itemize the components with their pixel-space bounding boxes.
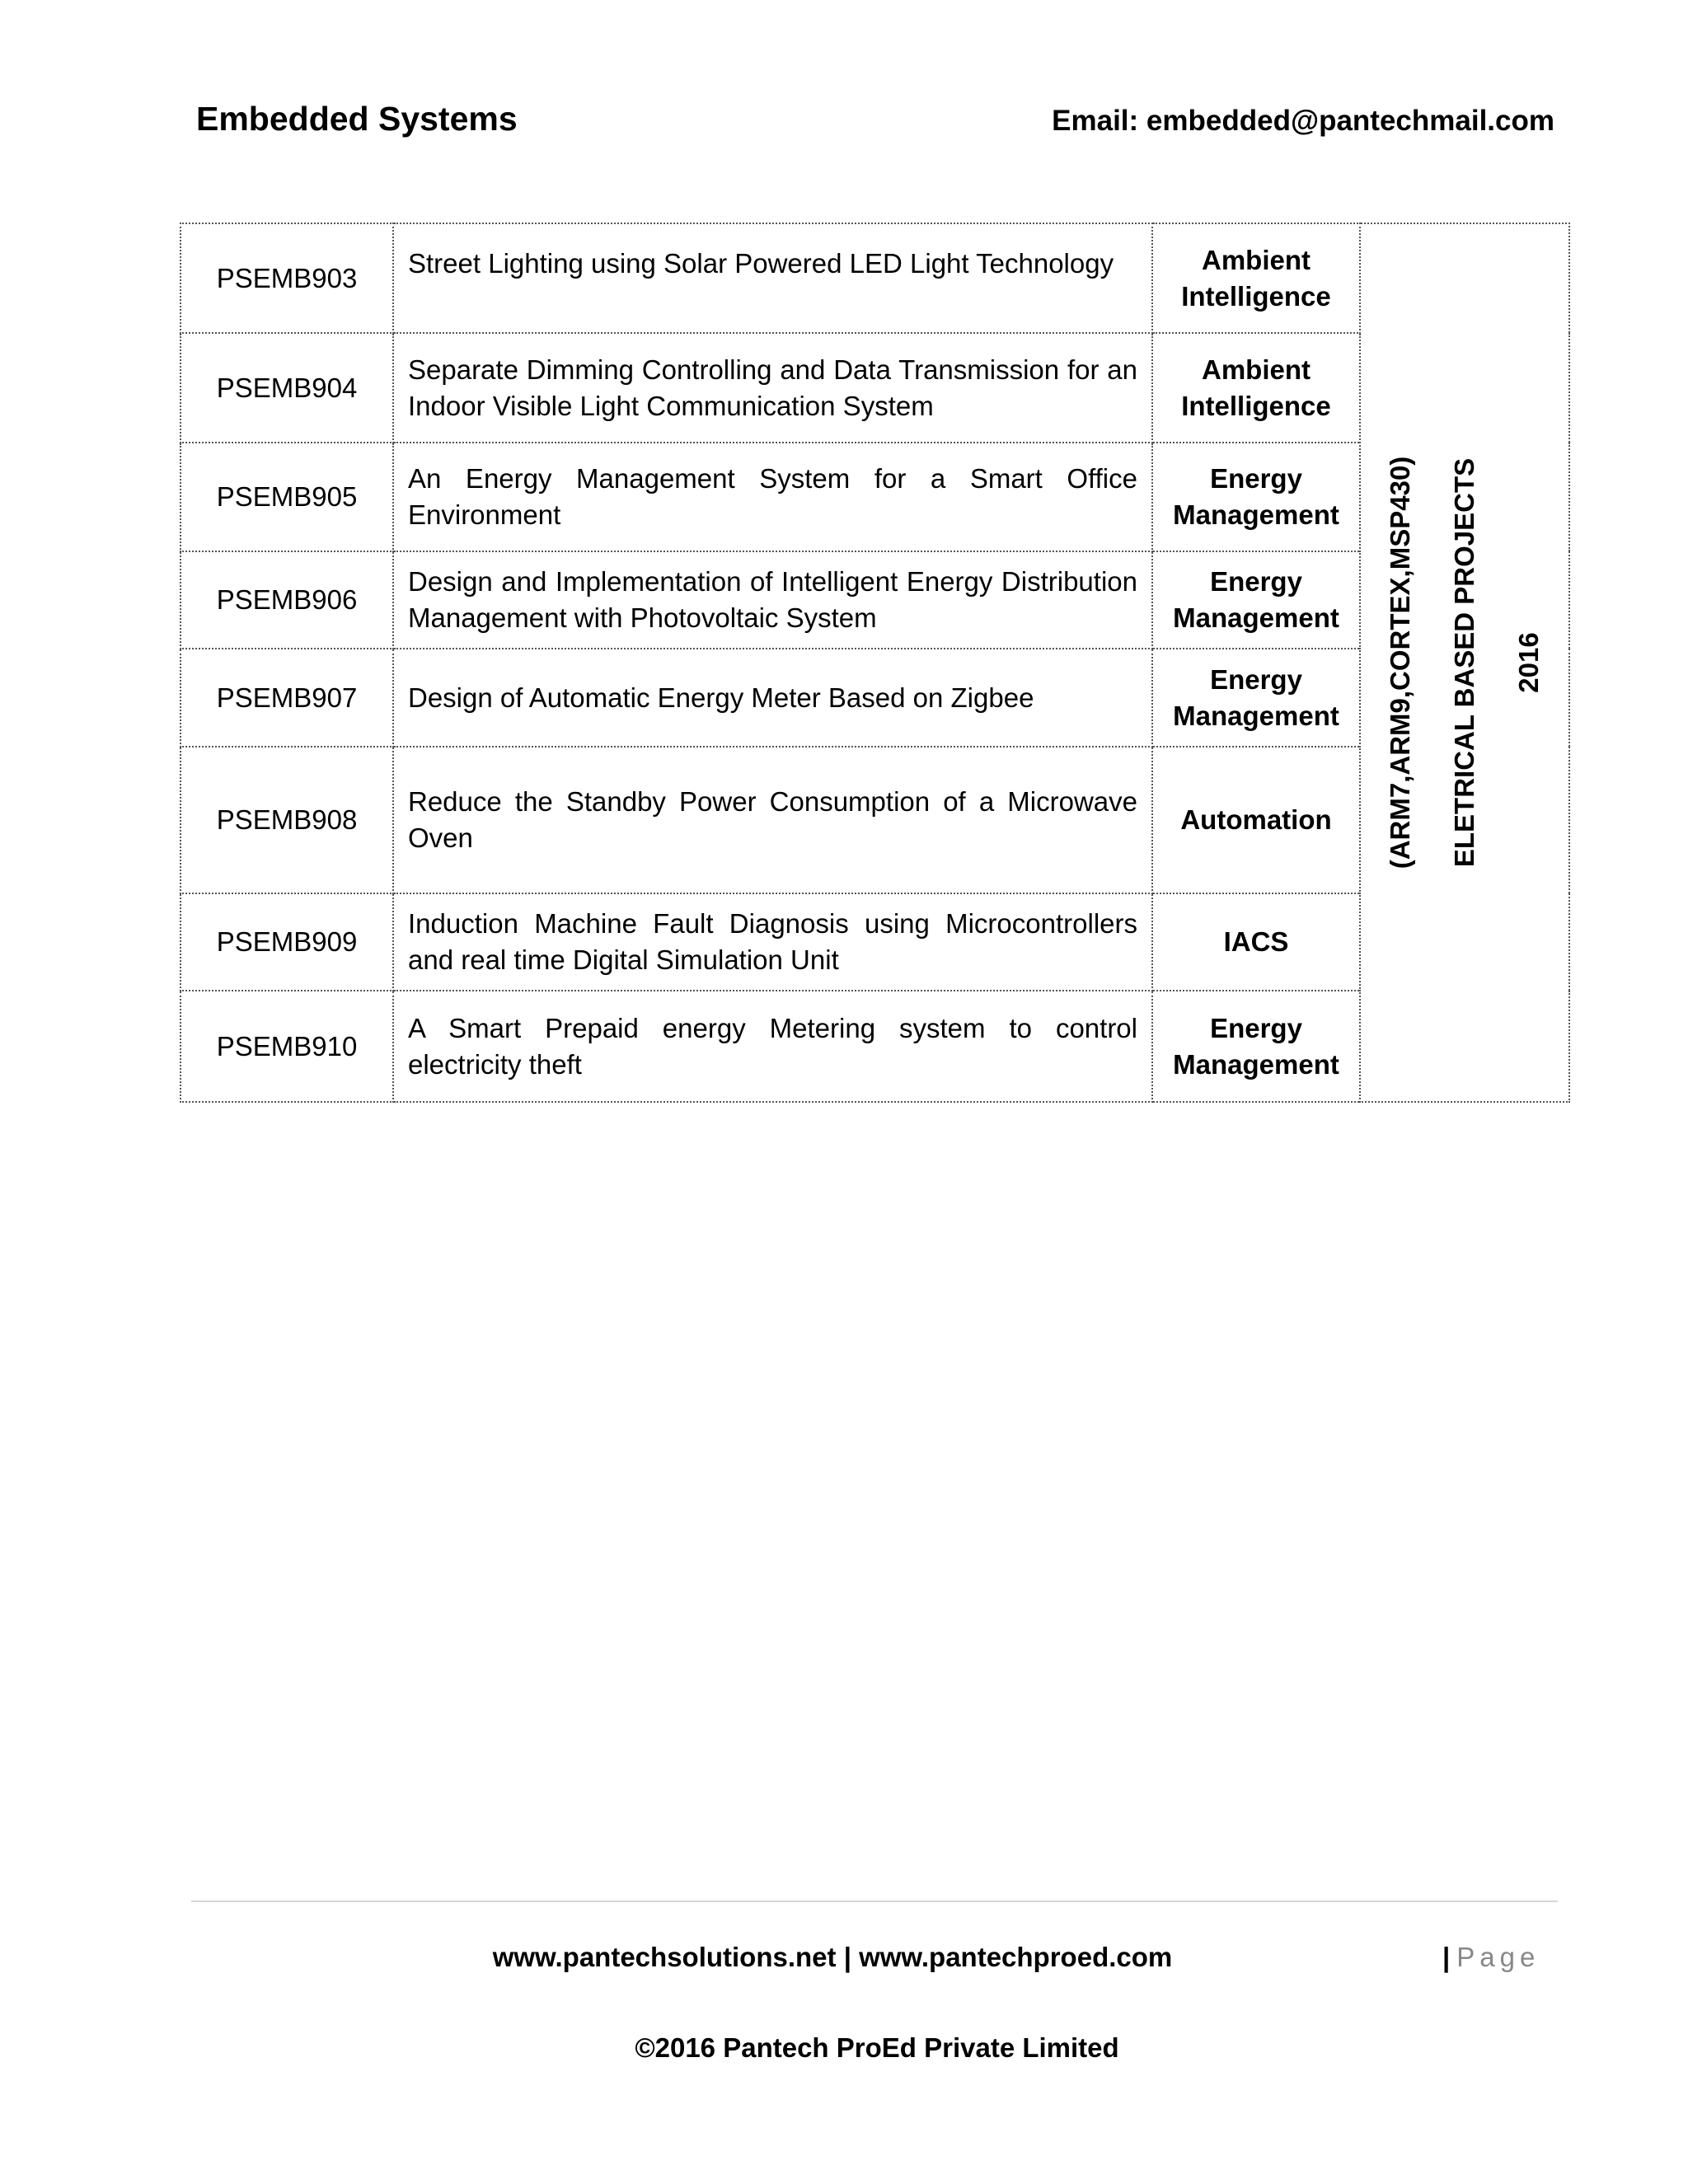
project-title: Reduce the Standby Power Consumption of a Microwave Oven xyxy=(393,747,1152,893)
sidebar-line-2: (ARM7,ARM9,CORTEX,MSP430) xyxy=(1385,456,1415,869)
project-title: Separate Dimming Controlling and Data Transmission for an Indoor Visible Light Communication System xyxy=(393,333,1152,443)
project-category: Ambient Intelligence xyxy=(1152,333,1360,443)
page-label xyxy=(1442,1942,1540,1973)
project-title: An Energy Management System for a Smart Office Environment xyxy=(393,443,1152,551)
sidebar-line-1: ELETRICAL BASED PROJECTS xyxy=(1449,457,1479,868)
contact-email: Email: embedded@pantechmail.com xyxy=(1052,105,1554,137)
project-category: Energy Management xyxy=(1152,649,1360,747)
project-code: PSEMB910 xyxy=(181,991,393,1102)
project-code: PSEMB907 xyxy=(181,649,393,747)
project-title: Design of Automatic Energy Meter Based on Zigbee xyxy=(393,649,1152,747)
projects-table xyxy=(180,223,1570,1103)
footer-website-links: www.pantechsolutions.net | www.pantechproed.com xyxy=(492,1942,1173,1972)
project-code: PSEMB903 xyxy=(181,223,393,333)
footer-divider xyxy=(191,1900,1558,1902)
project-category: Energy Management xyxy=(1152,991,1360,1102)
table-row xyxy=(181,223,1569,333)
project-code: PSEMB909 xyxy=(181,893,393,991)
document-title: Embedded Systems xyxy=(196,100,518,138)
sidebar-year: 2016 xyxy=(1513,632,1544,693)
project-category: Energy Management xyxy=(1152,551,1360,649)
project-code: PSEMB904 xyxy=(181,333,393,443)
project-category: Energy Management xyxy=(1152,443,1360,551)
project-category: IACS xyxy=(1152,893,1360,991)
project-category: Automation xyxy=(1152,747,1360,893)
page-separator: | xyxy=(1442,1942,1451,1972)
project-code: PSEMB905 xyxy=(181,443,393,551)
page-text: Page xyxy=(1456,1942,1540,1972)
project-code: PSEMB908 xyxy=(181,747,393,893)
project-title: Design and Implementation of Intelligent Energy Distribution Management with Photovoltaic System xyxy=(393,551,1152,649)
project-category: Ambient Intelligence xyxy=(1152,223,1360,333)
project-title: Induction Machine Fault Diagnosis using Microcontrollers and real time Digital Simulation Unit xyxy=(393,893,1152,991)
project-code: PSEMB906 xyxy=(181,551,393,649)
category-sidebar xyxy=(1360,223,1569,1102)
project-title: Street Lighting using Solar Powered LED Light Technology xyxy=(393,223,1152,333)
copyright-notice: ©2016 Pantech ProEd Private Limited xyxy=(635,2032,1119,2063)
project-title: A Smart Prepaid energy Metering system to control electricity theft xyxy=(393,991,1152,1102)
